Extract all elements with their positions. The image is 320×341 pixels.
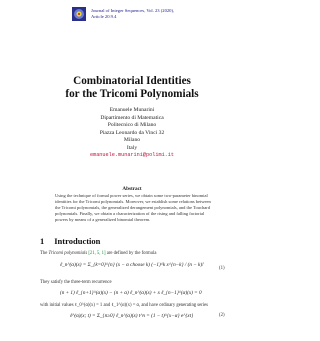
equation-1-number: (1): [219, 266, 225, 271]
author-city: Milano: [123, 137, 141, 143]
intro-paragraph-3: with initial values ℓ_0^(α)(x) = 1 and ℓ_1^(α)(x) = α, and have ordinary generating series: [40, 303, 208, 308]
abstract-line: powers by means of a generalized binomial theorem.: [55, 217, 151, 222]
author-department: Dipartimento di Matematica: [100, 114, 164, 121]
abstract-body: [55, 193, 211, 223]
section-number: 1: [40, 236, 45, 246]
abstract-line: the Tricomi polynomials, the generalized derangement polynomials, and the Touchard: [55, 205, 210, 210]
citation-link[interactable]: [21, 5, 1]: [88, 251, 106, 256]
journal-logo: [72, 7, 86, 21]
author-name: Emanuele Munarini: [109, 107, 155, 113]
journal-citation: Journal of Integer Sequences, Vol. 23 (2020),: [91, 8, 175, 13]
text-run: The: [40, 251, 49, 256]
title-line-1: Combinatorial Identities: [73, 75, 191, 87]
equation-1: ℓ_n^(α)(x) = Σ_{k=0}^{n} (x − α choose k) (−1)^k x^{n−k} / (n − k)!: [60, 262, 204, 268]
author-email-link[interactable]: emanuele.munarini@polimi.it: [89, 152, 175, 158]
title-line-2: for the Tricomi Polynomials: [65, 87, 199, 100]
abstract-line: Using the technique of formal power series, we obtain some two-parameter binomial: [55, 193, 208, 198]
term-tricomi-polynomials: Tricomi polynomials: [48, 251, 88, 256]
author-block: [0, 107, 264, 160]
journal-article-number: Article 20.9.4: [91, 14, 117, 19]
equation-3: ℓ^(α)(x; t) = Σ_{n≥0} ℓ_n^(α)(x) t^n = (1 − t)^{x−α} e^{xt}: [70, 313, 194, 319]
intro-paragraph-1: [40, 251, 225, 257]
author-address: Piazza Leonardo da Vinci 32: [99, 129, 165, 136]
intro-paragraph-2: They satisfy the three-term recurrence: [40, 280, 112, 285]
abstract-line: identities for the Tricomi polynomials. Moreover, we establish some relations between: [55, 199, 211, 204]
section-title: Introduction: [54, 236, 101, 246]
equation-2: (n + 1) ℓ_{n+1}^(α)(x) − (n + α) ℓ_n^(α)(x) + x ℓ_{n−1}^(α)(x) = 0: [60, 290, 202, 296]
author-institution: Politecnico di Milano: [107, 122, 157, 128]
abstract-line: polynomials. Finally, we obtain a characterization of the rising and falling factorial: [55, 211, 205, 216]
section-heading: [40, 236, 100, 246]
author-country: Italy: [126, 144, 138, 151]
paper-title: [0, 75, 264, 100]
text-run: are defined by the formula: [105, 251, 157, 256]
equation-3-number: (2): [219, 313, 225, 318]
abstract-heading: Abstract: [122, 186, 142, 192]
